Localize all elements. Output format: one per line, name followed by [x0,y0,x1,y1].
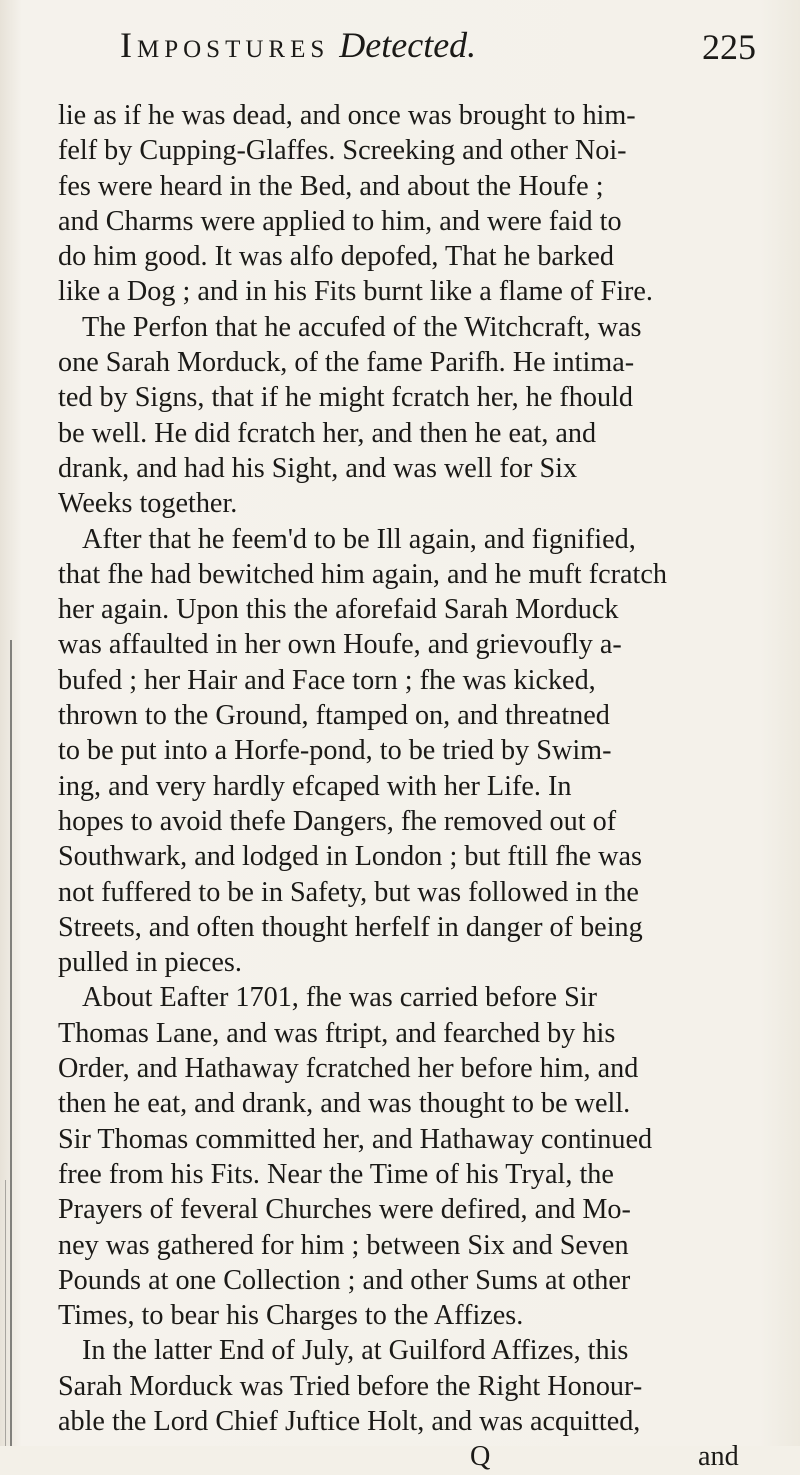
text-line: able the Lord Chief Juftice Holt, and was acquitted, [58,1405,641,1437]
text-line: ing, and very hardly efcaped with her Life. In [58,770,572,802]
text-line: drank, and had his Sight, and was well for Six [58,452,578,484]
text-line: Streets, and often thought herfelf in danger of being [58,911,643,943]
text-line: bufed ; her Hair and Face torn ; fhe was kicked, [58,664,596,696]
text-line: like a Dog ; and in his Fits burnt like a flame of Fire. [58,276,653,308]
text-line: Weeks together. [58,488,238,520]
text-line: free from his Fits. Near the Time of his Tryal, the [58,1158,614,1190]
text-line: and Charms were applied to him, and were faid to [58,205,622,237]
text-line: be well. He did fcratch her, and then he eat, and [58,417,597,449]
body-text [58,98,758,1475]
text-line: pulled in pieces. [58,947,242,979]
running-title-italic: Detected. [339,25,477,65]
text-line: After that he feem'd to be Ill again, and fignified, [82,523,636,555]
text-line: was affaulted in her own Houfe, and grievoufly a- [58,629,622,661]
text-line: fes were heard in the Bed, and about the Houfe ; [58,170,604,202]
text-line: Order, and Hathaway fcratched her before him, and [58,1053,639,1085]
text-line: thrown to the Ground, ftamped on, and threatned [58,700,610,732]
text-line: then he eat, and drank, and was thought to be well. [58,1088,631,1120]
text-line: to be put into a Horfe-pond, to be tried by Swim- [58,735,612,767]
text-line: lie as if he was dead, and once was brought to him- [58,100,636,131]
text-line: Times, to bear his Charges to the Affizes. [58,1300,524,1332]
text-line: felf by Cupping-Glaffes. Screeking and other Noi- [58,135,627,167]
text-line: In the latter End of July, at Guilford Affizes, this [82,1335,629,1367]
text-line: Thomas Lane, and was ftript, and fearched by his [58,1017,616,1049]
page-edge-shadow [10,640,12,1446]
text-line: do him good. It was alfo depofed, That he barked [58,241,615,273]
text-line: Sarah Morduck was Tried before the Right Honour- [58,1370,643,1402]
running-title-smallcaps: Impostures [120,25,330,65]
text-line: Prayers of feveral Churches were defired, and Mo- [58,1194,631,1226]
text-line: ney was gathered for him ; between Six and Seven [58,1229,629,1261]
text-line: Sir Thomas committed her, and Hathaway continued [58,1123,653,1155]
running-head [0,24,800,84]
text-line: ted by Signs, that if he might fcratch her, he fhould [58,382,634,414]
running-title [120,24,476,66]
signature-mark: Q [470,1441,491,1473]
page-number: 225 [702,27,756,67]
text-line: About Eafter 1701, fhe was carried before Sir [82,982,597,1014]
text-line: her again. Upon this the aforefaid Sarah Morduck [58,594,619,626]
text-line: hopes to avoid thefe Dangers, fhe removed out of [58,805,617,837]
text-line: Pounds at one Collection ; and other Sums at other [58,1264,631,1296]
text-line: not fuffered to be in Safety, but was followed in the [58,876,639,908]
catchline [58,1439,758,1474]
text-line: that fhe had bewitched him again, and he muft fcratch [58,558,667,590]
text-line: Southwark, and lodged in London ; but ftill fhe was [58,841,643,873]
catchword: and [698,1441,739,1473]
page-edge-shadow-inner [5,1180,6,1446]
text-line: The Perfon that he accufed of the Witchcraft, was [82,311,642,343]
text-line: one Sarah Morduck, of the fame Parifh. He intima- [58,347,635,379]
